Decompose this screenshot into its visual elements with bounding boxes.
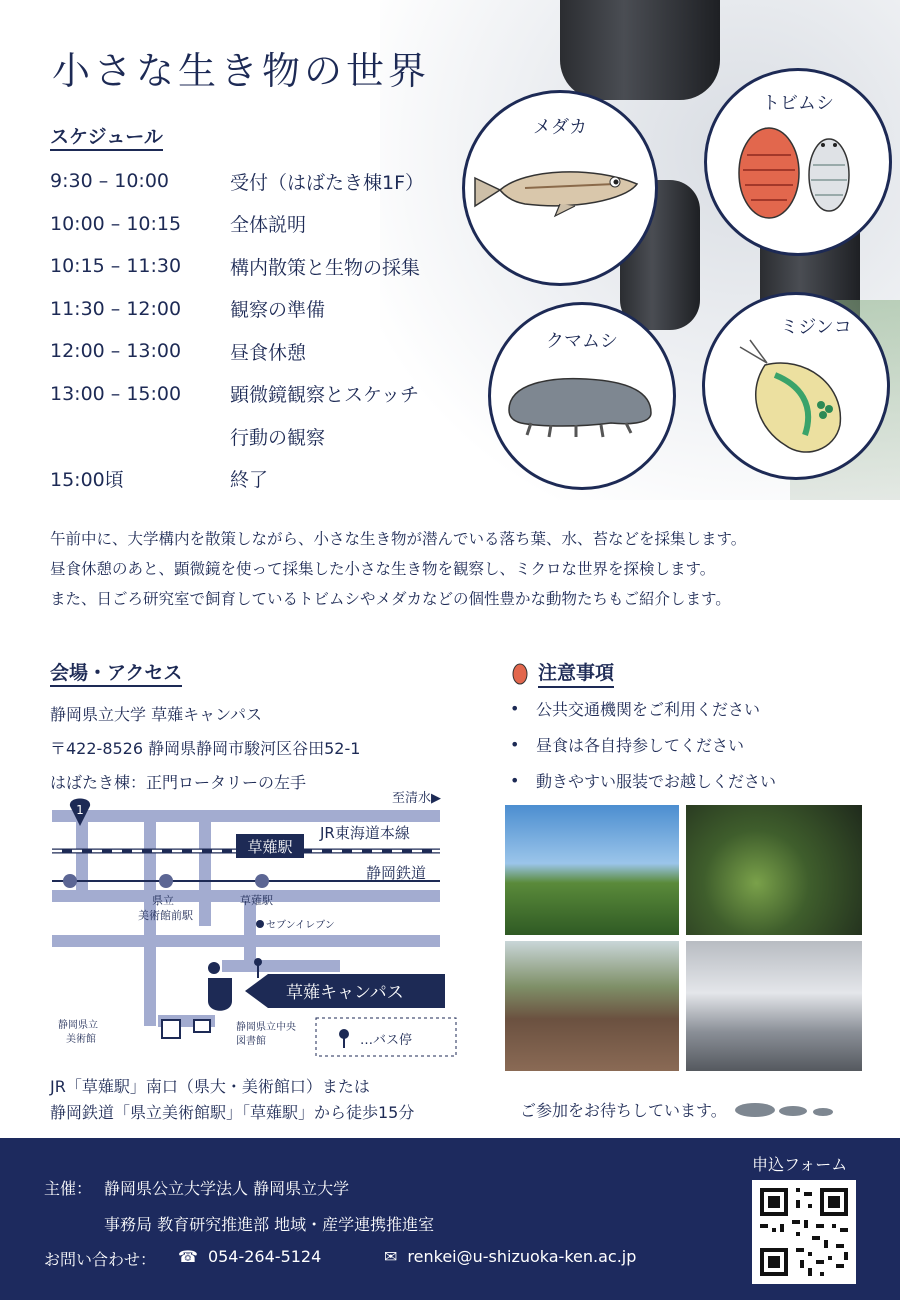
notice-text: 公共交通機関をご利用ください [536,699,761,719]
mijinko-illustration [705,335,887,465]
kumamushi-label: クマムシ [546,331,618,352]
museum-label-1: 静岡県立 [58,1020,98,1031]
forest-photo [505,941,679,1071]
pond-photo [686,805,862,935]
directions [50,1074,414,1126]
schedule-time: 9:30 – 10:00 [50,170,170,193]
schedule-list [50,160,424,500]
schedule-time: 15:00頃 [50,469,124,492]
tobimushi-circle [704,68,892,256]
schedule-desc: 終了 [230,469,269,492]
notice-item [510,726,776,762]
bullet: • [510,770,520,790]
kumamushi-icon [733,1100,843,1120]
intro-line: 午前中に、大学構内を散策しながら、小さな生き物が潜んでいる落ち葉、水、苔などを採集します。 [50,530,747,548]
medaka-label: メダカ [533,117,587,138]
to-shimizu-label: 至清水▶ [392,791,441,806]
notice-list [510,690,776,798]
contact-label: お問い合わせ： [44,1250,157,1269]
building-location: はばたき棟：正門ロータリーの左手 [50,773,307,792]
notice-text: 昼食は各自持参してください [536,735,745,755]
directions-line: 静岡鉄道「県立美術館駅」「草薙駅」から徒歩15分 [50,1103,415,1122]
qr-code-icon [752,1180,856,1284]
schedule-desc: 構内散策と生物の採集 [230,256,421,279]
museum-station-label-1: 県立 [152,894,174,907]
schedule-heading: スケジュール [50,126,163,151]
lab-photo [686,941,862,1071]
phone-contact[interactable] [178,1247,321,1266]
notice-text: 動きやすい服装でお越しください [536,771,777,791]
library-label-2: 図書館 [236,1036,266,1047]
schedule-desc: 受付（はばたき棟1F） [230,171,425,194]
shizutetsu-label: 静岡鉄道 [366,864,427,882]
schedule-desc: 全体説明 [230,214,307,237]
medaka-circle [462,90,658,286]
page-title: 小さな生き物の世界 [52,49,431,93]
schedule-row [50,415,424,458]
schedule-time: 10:00 – 10:15 [50,212,182,235]
intro-text [50,524,746,614]
tobimushi-label: トビムシ [762,93,834,114]
mijinko-label: ミジンコ [780,317,852,338]
medaka-illustration [465,148,655,228]
closing-message: ご参加をお待ちしています。 [520,1101,727,1120]
host-label: 主催： [44,1179,93,1198]
phone-number: 054-264-5124 [207,1247,322,1266]
museum-station-label-2: 美術館前駅 [138,909,193,922]
footer [0,1138,900,1300]
host-office: 事務局 教育研究推進部 地域・産学連携推進室 [104,1215,435,1234]
notice-heading: 注意事項 [538,658,614,688]
schedule-row [50,288,424,331]
schedule-row [50,160,424,203]
access-map [40,786,465,1076]
schedule-time: 10:15 – 11:30 [50,255,182,278]
schedule-row [50,245,424,288]
campus-map-label: 草薙キャンパス [286,983,404,1003]
kumamushi-circle [488,302,676,490]
schedule-desc: 昼食休憩 [230,341,307,364]
museum-label-2: 美術館 [66,1034,96,1045]
kusanagi-station-label: 草薙駅 [240,894,273,907]
host-name: 静岡県公立大学法人 静岡県立大学 [104,1179,350,1198]
schedule-row [50,203,424,246]
tobimushi-illustration [707,115,889,225]
schedule-desc: 行動の観察 [230,426,326,449]
form-label: 申込フォーム [752,1155,848,1174]
bus-stop-legend: …バス停 [360,1033,413,1048]
schedule-time: 13:00 – 15:00 [50,382,182,405]
access-heading: 会場・アクセス [50,662,182,687]
route-number: 1 [76,803,84,817]
intro-line: 昼食休憩のあと、顕微鏡を使って採集した小さな生き物を観察し、ミクロな世界を探検します。 [50,560,716,578]
kumamushi-illustration [491,365,673,445]
schedule-time: 11:30 – 12:00 [50,297,182,320]
schedule-desc: 観察の準備 [230,299,326,322]
access-info [50,698,360,800]
phone-icon: ☎ [178,1247,198,1266]
microscope-body [560,0,720,100]
campus-photo [505,805,679,935]
intro-line: また、日ごろ研究室で飼育しているトビムシやメダカなどの個性豊かな動物たちもご紹介します。 [50,590,731,608]
notice-item [510,690,776,726]
schedule-desc: 顕微鏡観察とスケッチ [230,384,420,407]
email-contact[interactable] [384,1247,636,1266]
schedule-row [50,330,424,373]
directions-line: JR「草薙駅」南口（県大・美術館口）または [50,1077,370,1096]
mail-icon: ✉ [384,1247,398,1266]
jr-line-label: JR東海道本線 [320,824,410,842]
address: 〒422-8526 静岡県静岡市駿河区谷田52-1 [50,739,361,758]
mijinko-circle [702,292,890,480]
bullet: • [510,698,520,718]
email-address: renkei@u-shizuoka-ken.ac.jp [407,1247,637,1266]
schedule-row [50,373,424,416]
seven-eleven-label: セブンイレブン [266,920,335,931]
kusanagi-station-badge: 草薙駅 [247,838,293,856]
tobimushi-icon [510,661,530,685]
schedule-time: 12:00 – 13:00 [50,340,182,363]
schedule-row [50,458,424,501]
campus-name: 静岡県立大学 草薙キャンパス [50,705,262,724]
library-label-1: 静岡県立中央 [236,1022,296,1033]
qr-code[interactable] [752,1180,856,1284]
bullet: • [510,734,520,754]
notice-item [510,762,776,798]
